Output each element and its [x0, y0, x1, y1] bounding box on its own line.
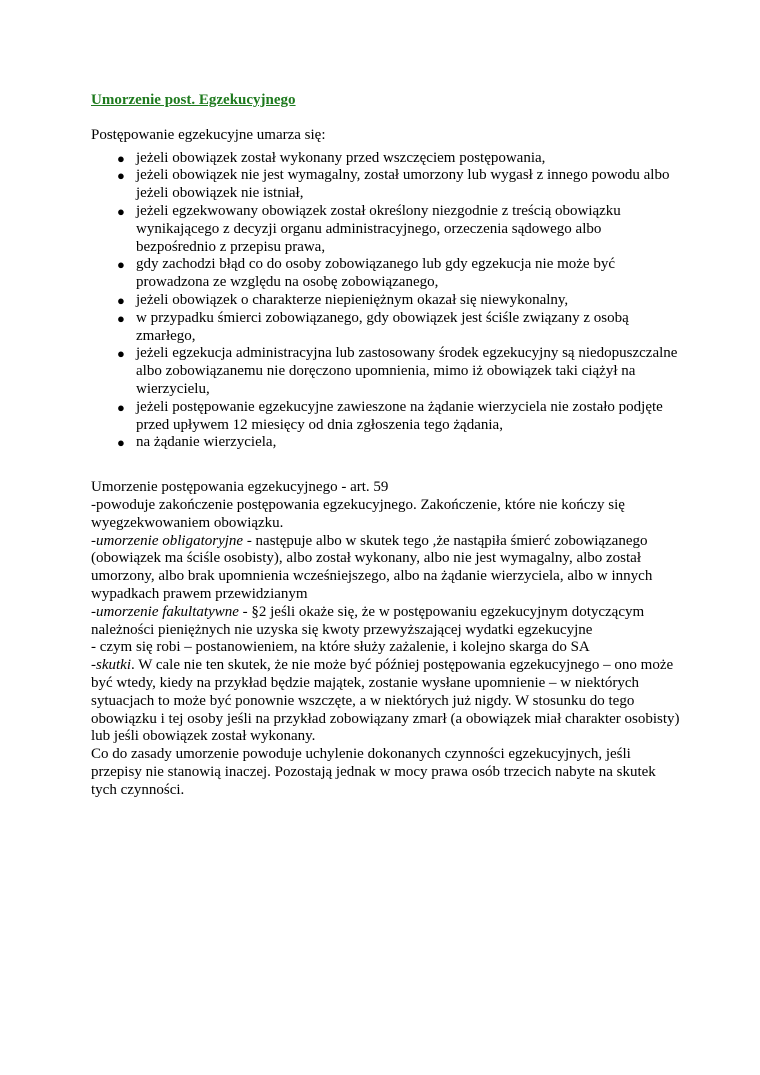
bullet-icon: ●: [117, 150, 125, 166]
list-item-text: jeżeli obowiązek o charakterze niepieniężnym okazał się niewykonalny,: [136, 291, 569, 308]
list-item-text: jeżeli egzekucja administracyjna lub zastosowany środek egzekucyjny są niedopuszczalne albo zobowiązanemu nie doręczono upomnienia, mimo iż obowiązek taki ciążył na wierzycielu,: [136, 345, 678, 397]
bullet-icon: ●: [117, 292, 125, 308]
list-item-text: jeżeli postępowanie egzekucyjne zawieszone na żądanie wierzyciela nie zostało podjęte przed upływem 12 miesięcy od dnia zgłoszenia tego żądania,: [136, 398, 663, 433]
list-item: [91, 292, 681, 310]
bullet-list: [91, 150, 681, 453]
effects-paragraph: [91, 657, 681, 746]
list-item-text: jeżeli egzekwowany obowiązek został określony niezgodnie z treścią obowiązku wynikającego z decyzji organu administracyjnego, orzeczenia sądowego albo bezpośrednio z przepisu prawa,: [136, 202, 621, 255]
obligatory-label: -umorzenie obligatoryjne: [91, 532, 244, 549]
optional-label: -umorzenie fakultatywne: [91, 603, 239, 620]
closing-paragraph: Co do zasady umorzenie powoduje uchylenie dokonanych czynności egzekucyjnych, jeśli przepisy nie stanowią inaczej. Pozostają jednak w mocy prawa osób trzecich nabyte na skutek tych czynności.: [91, 746, 656, 798]
bullet-icon: ●: [117, 399, 125, 415]
list-item: [91, 434, 681, 452]
document-heading: Umorzenie post. Egzekucyjnego: [91, 92, 296, 108]
list-item-text: jeżeli obowiązek został wykonany przed wszczęciem postępowania,: [136, 149, 546, 166]
obligatory-text: - następuje albo w skutek tego ,że nastąpiła śmierć zobowiązanego (obowiązek ma ściśle osobisty), albo został wykonany, albo nie jest wymagalny, albo został umorzony, albo brak upomnienia wcześniejszego, albo na żądanie wierzyciela, albo w innych wypadkach prawem przewidzianym: [91, 532, 653, 602]
intro-text: Postępowanie egzekucyjne umarza się:: [91, 126, 326, 143]
list-item: [91, 150, 681, 168]
list-item: [91, 345, 681, 398]
list-item: [91, 256, 681, 292]
effects-label: -skutki: [91, 657, 131, 674]
bullet-icon: ●: [117, 346, 125, 362]
list-item: [91, 310, 681, 346]
bullet-icon: ●: [117, 435, 125, 451]
list-item-text: gdy zachodzi błąd co do osoby zobowiązanego lub gdy egzekucja nie może być prowadzona ze względu na osobę zobowiązanego,: [136, 256, 615, 291]
bullet-icon: ●: [117, 168, 125, 184]
spacer: [91, 452, 681, 479]
obligatory-paragraph: [91, 533, 681, 604]
bullet-icon: ●: [117, 257, 125, 273]
list-item-text: w przypadku śmierci zobowiązanego, gdy obowiązek jest ściśle związany z osobą zmarłego,: [136, 309, 629, 344]
effect-paragraph: -powoduje zakończenie postępowania egzekucyjnego. Zakończenie, które nie kończy się wyegzekwowaniem obowiązku.: [91, 496, 625, 531]
list-item: [91, 399, 681, 435]
section-title: Umorzenie postępowania egzekucyjnego - art. 59: [91, 479, 389, 496]
how-paragraph: - czym się robi – postanowieniem, na które służy zażalenie, i kolejno skarga do SA: [91, 639, 590, 656]
optional-paragraph: [91, 604, 681, 640]
bullet-icon: ●: [117, 203, 125, 219]
bullet-icon: ●: [117, 310, 125, 326]
list-item: [91, 203, 681, 256]
document-page: [91, 92, 681, 799]
list-item-text: na żądanie wierzyciela,: [136, 434, 277, 451]
effects-text: . W cale nie ten skutek, że nie może być później postępowania egzekucyjnego – ono może być wtedy, kiedy na przykład będzie majątek, zostanie wysłane upomnienie – w niektórych sytuacjach to może być ponownie wszczęte, a w niektórych już nigdy. W stosunku do tego obowiązku i tej osoby jeśli na przykład zobowiązany zmarł (a obowiązek miał charakter osobisty) lub jeśli obowiązek został wykonany.: [91, 657, 680, 745]
list-item-text: jeżeli obowiązek nie jest wymagalny, został umorzony lub wygasł z innego powodu albo jeżeli obowiązek nie istniał,: [136, 167, 670, 202]
optional-text: - §2 jeśli okaże się, że w postępowaniu egzekucyjnym dotyczącym należności pieniężnych nie uzyska się kwoty przewyższającej wydatki egzekucyjne: [91, 603, 645, 638]
list-item: [91, 167, 681, 203]
